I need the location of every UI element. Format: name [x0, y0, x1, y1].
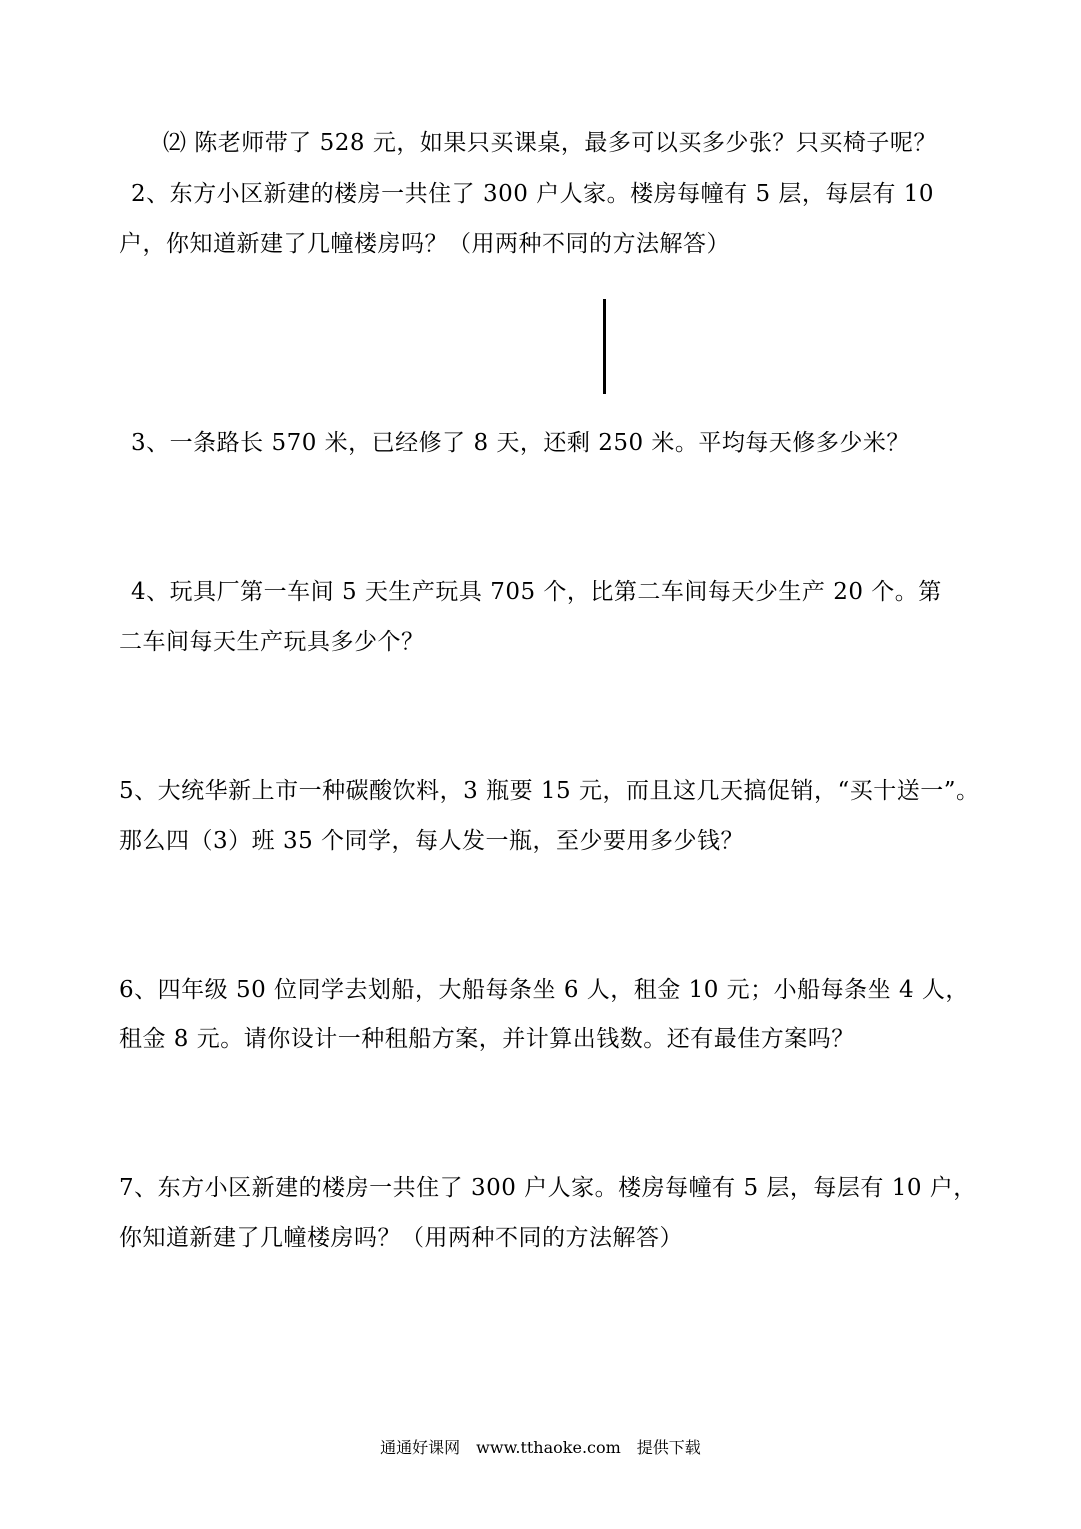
- footer-source-text: 通通好课网 www.tthaoke.com 提供下载: [380, 1438, 701, 1457]
- problem-7-line-2: 你知道新建了几幢楼房吗？（用两种不同的方法解答）: [119, 1225, 683, 1251]
- problem-4-line-1: 4、玩具厂第一车间 5 天生产玩具 705 个，比第二车间每天少生产 20 个。第: [131, 579, 942, 605]
- problem-7-line-1: 7、东方小区新建的楼房一共住了 300 户人家。楼房每幢有 5 层，每层有 10 户，: [119, 1175, 977, 1201]
- problem-5-line-2: 那么四（3）班 35 个同学，每人发一瓶，至少要用多少钱？: [119, 828, 745, 854]
- problem-4-line-2: 二车间每天生产玩具多少个？: [119, 629, 425, 655]
- problem-6-line-2: 租金 8 元。请你设计一种租船方案，并计算出钱数。还有最佳方案吗？: [119, 1026, 855, 1052]
- vertical-divider-line: [603, 299, 606, 394]
- problem-6-line-1: 6、四年级 50 位同学去划船，大船每条坐 6 人，租金 10 元；小船每条坐 4 人，: [119, 977, 969, 1003]
- problem-5-line-1: 5、大统华新上市一种碳酸饮料，3 瓶要 15 元，而且这几天搞促销，“买十送一”。: [119, 778, 980, 804]
- problem-3-line: 3、一条路长 570 米，已经修了 8 天，还剩 250 米。平均每天修多少米？: [131, 430, 910, 456]
- problem-1-part-2-line: ⑵ 陈老师带了 528 元，如果只买课桌，最多可以买多少张？只买椅子呢？: [163, 130, 937, 156]
- problem-2-line-2: 户，你知道新建了几幢楼房吗？（用两种不同的方法解答）: [119, 231, 730, 257]
- problem-2-line-1: 2、东方小区新建的楼房一共住了 300 户人家。楼房每幢有 5 层，每层有 10: [131, 181, 934, 207]
